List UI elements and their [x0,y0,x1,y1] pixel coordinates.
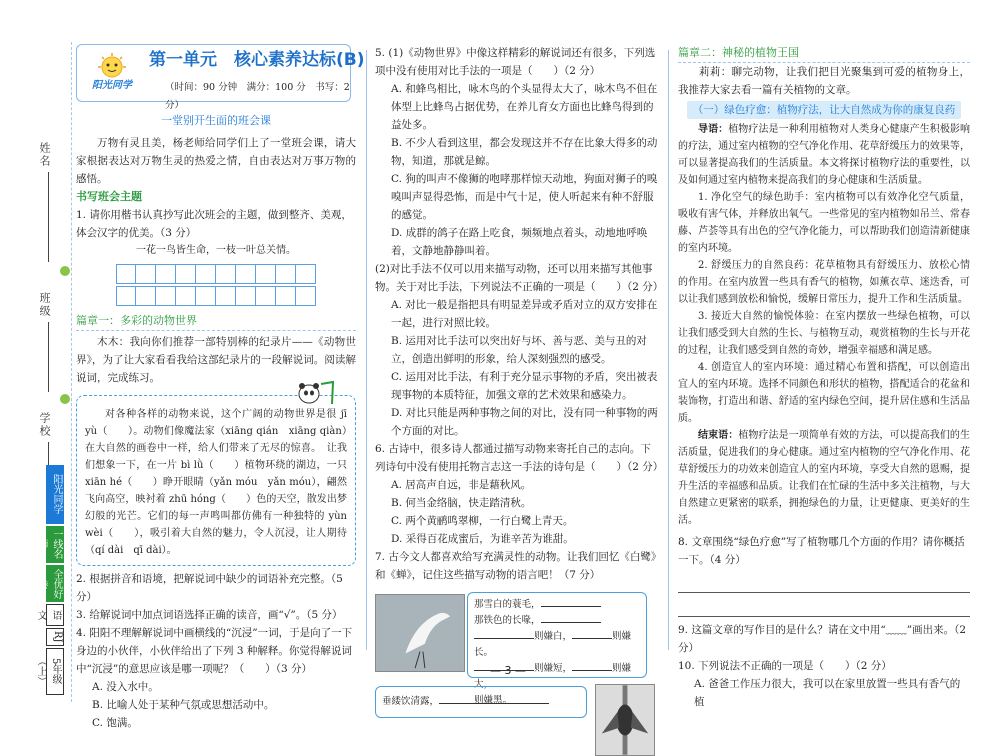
question-9: 9. 这篇文章的写作目的是什么？请在文中用“﹏﹏”画出来。（2 分） [678,624,967,654]
blank[interactable] [541,613,601,623]
end-text: 植物疗法是一项简单有效的方法，可以提高我们的生活质量，促进我们的身心健康。通过室内植物的空气净化作用、花草舒缓压力的功效来创造宜人的室内环境，享受大自然的恩赐，提升生活的幸福感和品质。让我们在忙碌的生活中多关注植物，与大自然建立更紧密的联系，拥抱绿色的力量，让更健康、更美好的生活。 [678,430,971,526]
option: B. 何当金络脑，快走踏清秋。 [391,497,532,509]
class-label: 班级 [38,292,51,318]
question-7: 7. 古今文人都喜欢给写充满灵性的动物。让我们回忆《白鹭》和《蝉》，记住这些描写动物的语言吧！（7 分） [375,551,657,581]
option: A. 居高声自远，非是藉秋风。 [391,479,532,491]
spine-grade: 5年级（上） [46,648,64,695]
question-5: 5. (1)《动物世界》中像这样精彩的解说词还有很多，下列选项中没有使用对比手法的一项是（ ）（2 分） [375,47,656,77]
question-10: 10. 下列说法不正确的一项是（ ）（2 分） [678,660,892,672]
option: C. 饱满。 [92,717,138,729]
exam-meta: （时间：90 分钟 满分：100 分 书写：2 分） [165,82,350,111]
chapter-1-heading: 篇章一：多彩的动物世界 [76,312,356,331]
poem-line: 则嫌长。 [474,631,632,658]
option: A. 爸爸工作压力很大，我可以在家里放置一些具有香气的植 [694,678,961,708]
question-5b: (2)对比手法不仅可以用来描写动物，还可以用来描写其他事物。关于对比手法，下列说法不正确的一项是（ ）（2 分） [375,263,664,293]
option: A. 没入水中。 [92,681,159,693]
unit-header [76,44,365,111]
sub-heading: 书写班会主题 [76,190,142,203]
option: B. 不少人看到这里，都会发现这并不存在比象大得多的动物，知道，那就是鲸。 [391,137,658,167]
question-6: 6. 古诗中，很多诗人都通过描写动物来寄托自己的志向。下列诗句中没有使用托物言志这一手法的诗句是（ ）（2 分） [375,443,664,473]
writing-grid[interactable] [116,264,356,284]
chapter-2-intro: 莉莉：聊完动物，让我们把目光聚集到可爱的植物身上，我推荐大家去看一篇有关植物的文章。 [678,66,970,96]
question-1: 1. 请你用楷书认真抄写此次班会的主题，做到整齐、美观，体会汉字的优美。（3 分） [76,209,352,239]
spine-edition: RJ [46,628,64,646]
option: D. 对比只能是两种事物之间的对比，没有同一种事物的两个方面的对比。 [391,407,658,437]
narration-text: 对各种各样的动物来说，这个广阔的动物世界是很 jī yù（ ）。动物们像魔法家（xiāng qián xiāng qiàn）在大自然的画卷中一样，给人们带来了无尽的惊喜。 让我们想象一下，在一片 bì lǜ（ ）植物环绕的湖边，一只 xiān hé（ ）睁开眼睛（yǎn móu yǎn móu），翩然飞向高空，映衬着 zhū hóng（ ）色的天空，散发出梦幻般的光芒。它们的每一声鸣叫都仿佛有一种独特的 yùn wèi（ ），吸引着大自然的魅力，令人沉浸，让人期待（qí dài qī dài）。 [85,409,347,556]
poem-line: 则嫌大， [474,663,632,690]
bullet-dot [60,394,70,404]
article-paragraph: 1. 净化空气的绿色助手：室内植物可以有效净化空气质量，吸收有害气体，并释放出氧气。一些常见的室内植物如吊兰、常春藤、芦荟等具有出色的空气净化能力，可以帮助我们创造清新健康的室内环境。 [678,192,970,254]
column-3 [678,44,970,711]
panda-icon [295,380,335,406]
logo-text: 阳光同学 [92,80,132,91]
answer-line[interactable] [678,573,970,593]
poem-line: 那铁色的长喙， [474,615,541,626]
blank[interactable] [572,629,612,639]
poem-line: 垂緌饮清露， [382,696,440,707]
blank[interactable] [572,661,612,671]
sun-logo-icon [81,53,143,93]
chapter-2-heading: 篇章二：神秘的植物王国 [678,44,970,63]
article-paragraph: 2. 舒缓压力的自然良药：花草植物具有舒缓压力、放松心情的作用。在室内放置一些具有香气的植物，如薰衣草、迷迭香，可以让我们感到放松和愉悦，缓解日常压力，提升工作和生活质量。 [678,260,970,305]
spine-brand: 阳光同学 [46,465,64,524]
cicada-poem-box [375,686,587,718]
column-divider [668,50,669,650]
article-paragraph: 4. 创造宜人的室内环境：通过精心布置和搭配，可以创造出宜人的室内环境。选择不同颜色和形状的植物，搭配适合的花盆和装饰物，打造出和谐、舒适的室内绿色空间，提升居住感和生活品质。 [678,362,970,424]
cicada-image [595,684,655,756]
blank[interactable] [541,597,601,607]
option: A. 和蜂鸟相比，咏木鸟的个头显得太大了，咏木鸟不但在体型上比蜂鸟占据优势，在养儿育女方面也比蜂鸟得到的益处多。 [391,83,658,131]
section-title: 一堂别开生面的班会课 [161,114,271,127]
narration-box [76,395,356,566]
option: D. 成群的鸽子在路上吃食，频频地点着头，动地地呼唤着，文静地静静叫着。 [391,227,648,257]
egret-image [375,594,465,672]
spine-tag: 一线名师 [46,526,64,563]
class-line [48,322,49,392]
unit-title: 第一单元 核心素养达标(B) [149,50,365,70]
question-2: 2. 根据拼音和语境，把解说词中缺少的词语补充完整。（5 分） [76,573,343,603]
spine-tag: 全优好卷 [46,565,64,602]
column-1 [76,44,365,732]
blank[interactable] [439,694,549,704]
question-4: 4. 阳阳不理解解说词中画横线的“沉浸”一词，于是向了一下身边的小伙伴，小伙伴给出了下列 3 种解释。你觉得解说词中“沉浸”的意思应该是哪一项呢？（ ）（3 分） [76,627,353,675]
option: B. 比喻人处于某种气氛或思想活动中。 [92,699,275,711]
page-number: — 3 — [490,664,526,677]
book-spine [35,465,64,695]
option: B. 运用对比手法可以突出好与坏、善与恶、美与丑的对立，创造出鲜明的形象，给人深刻强烈的感受。 [391,335,647,365]
bullet-dot [60,266,70,276]
answer-line[interactable] [678,597,970,617]
spine-subject: 语文 [46,604,64,626]
writing-grid[interactable] [116,286,356,306]
end-label: 结束语： [698,430,739,441]
option: D. 采得百花成蜜后，为谁辛苦为谁甜。 [391,533,574,545]
option: C. 运用对比手法，有利于充分显示事物的矛盾，突出被表现事物的本质特征，加强文章的艺术效果和感染力。 [391,371,658,401]
article-paragraph: 3. 接近大自然的愉悦体验：在室内摆放一些绿色植物，可以让我们感受到大自然的生长、与植物互动，观赏植物的生长与开花的过程，让我们感受到自然的奇妙，增强幸福感和满足感。 [678,311,970,356]
chapter-1-intro: 木木：我向你们推荐一部特别棒的纪录片——《动物世界》，为了让大家看看我给这部纪录片的一段解说词。阅读解说词，完成练习。 [76,336,356,384]
blank[interactable] [474,629,534,639]
name-line [48,172,49,262]
intro-text: 万物有灵且美，杨老师给同学们上了一堂班会课，请大家根据表达对万物生灵的热爱之情，自由表达对万事万物的感悟。 [76,137,356,185]
article-title: （一）绿色疗愈：植物疗法，让大自然成为你的康复良药 [687,101,962,119]
poem-line: 则嫌短， [534,663,573,674]
question-3: 3. 给解说词中加点词语选择正确的读音，画“√”。（5 分） [76,609,343,621]
option: C. 狗的叫声不像狮的咆哮那样惊天动地，狗面对狮子的嗅嗅叫声显得恐怖，而是中气十足，使人听起来有种不舒服的感觉。 [391,173,658,221]
lead-text: 植物疗法是一种利用植物对人类身心健康产生积极影响的疗法，通过室内植物的空气净化作用、花草舒缓压力的效果等，可以显著提高我们的生活质量。本文将探讨植物疗法的重要性，以及如何通过室内植物来提高我们的身心健康和生活质量。 [678,124,971,186]
name-label: 姓名 [38,142,51,168]
school-label: 学校 [38,412,51,438]
column-divider [366,50,367,650]
poem-line: 那雪白的蓑毛， [474,599,541,610]
option: A. 对比一般是指把具有明显差异或矛盾对立的双方安排在一起，进行对照比较。 [391,299,658,329]
poem-line: 则嫌白， [534,631,573,642]
question-8: 8. 文章围绕“绿色疗愈”写了植物哪几个方面的作用？请你概括一下。（4 分） [678,536,965,566]
lead-label: 导语： [698,124,729,135]
option: C. 两个黄鹂鸣翠柳，一行白鹭上青天。 [391,515,574,527]
theme-text: 一花一鸟皆生命，一枝一叶总关情。 [136,245,296,256]
column-2 [375,44,664,746]
poem-line: 则嫌黑。 [474,695,513,706]
